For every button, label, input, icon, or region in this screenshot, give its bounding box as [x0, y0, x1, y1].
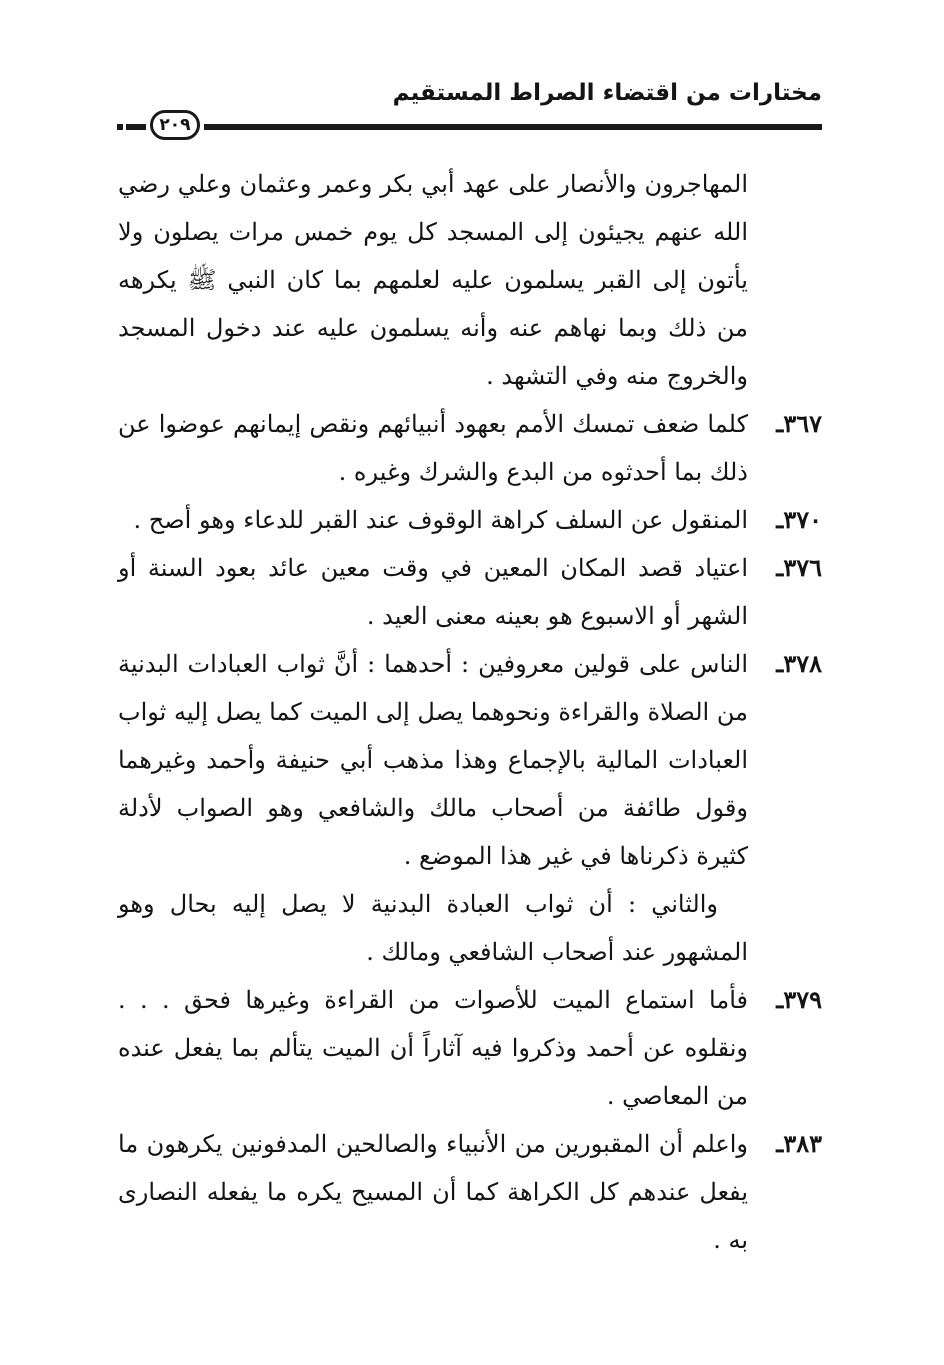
entry-370 [118, 496, 822, 544]
entry-text: واعلم أن المقبورين من الأنبياء والصالحين المدفونين يكرهون ما يفعل عندهم كل الكراهة كما أن المسيح يكره ما يفعله النصارى به . [118, 1130, 748, 1254]
entry-number: ٣٧٩ـ [776, 985, 822, 1014]
running-title: مختارات من اقتضاء الصراط المستقيم [392, 80, 822, 106]
entry-number: ٣٧٠ـ [776, 505, 822, 534]
entry-378 [118, 640, 822, 880]
entry-number: ٣٦٧ـ [776, 409, 822, 438]
page-number: ٢٠٩ [150, 110, 200, 140]
header-rule-ornament-end [117, 124, 123, 130]
entry-number: ٣٧٨ـ [776, 649, 822, 678]
entry-text: المنقول عن السلف كراهة الوقوف عند القبر للدعاء وهو أصح . [133, 506, 748, 534]
entry-text: فأما استماع الميت للأصوات من القراءة وغيرها فحق . . . ونقلوه عن أحمد وذكروا فيه آثاراً أن الميت يتألم بما يفعل عنده من المعاصي . [118, 986, 748, 1110]
continued-paragraph: المهاجرون والأنصار على عهد أبي بكر وعمر وعثمان وعلي رضي الله عنهم يجيئون إلى المسجد كل يوم خمس مرات يصلون ولا يأتون إلى القبر يسلمون عليه لعلمهم بما كان النبي ﷺ يكرهه من ذلك وبما نهاهم عنه وأنه يسلمون عليه عند دخول المسجد والخروج منه وفي التشهد . [118, 170, 748, 390]
entry-383 [118, 1120, 822, 1264]
entry-text: اعتياد قصد المكان المعين في وقت معين عائد بعود السنة أو الشهر أو الاسبوع هو بعينه معنى العيد . [118, 554, 748, 630]
entry-text: كلما ضعف تمسك الأمم بعهود أنبيائهم ونقص إيمانهم عوضوا عن ذلك بما أحدثوه من البدع والشرك وغيره . [118, 410, 748, 486]
entry-number: ٣٧٦ـ [776, 553, 822, 582]
second-opinion-paragraph: والثاني : أن ثواب العبادة البدنية لا يصل إليه بحال وهو المشهور عند أصحاب الشافعي ومالك . [118, 890, 748, 966]
entry-376 [118, 544, 822, 640]
entry-379 [118, 976, 822, 1120]
entry-367 [118, 400, 822, 496]
page-body [118, 160, 822, 1264]
header-rule [204, 124, 822, 130]
entry-number: ٣٨٣ـ [776, 1129, 822, 1158]
entry-text: الناس على قولين معروفين : أحدهما : أنَّ ثواب العبادات البدنية من الصلاة والقراءة ونحوهما يصل إلى الميت كما يصل إليه ثواب العبادات المالية بالإجماع وهذا مذهب أبي حنيفة وأحمد وغيرهما وقول طائفة من أصحاب مالك والشافعي وهو الصواب لأدلة كثيرة ذكرناها في غير هذا الموضع . [118, 650, 748, 870]
header-rule-ornament [126, 124, 146, 130]
